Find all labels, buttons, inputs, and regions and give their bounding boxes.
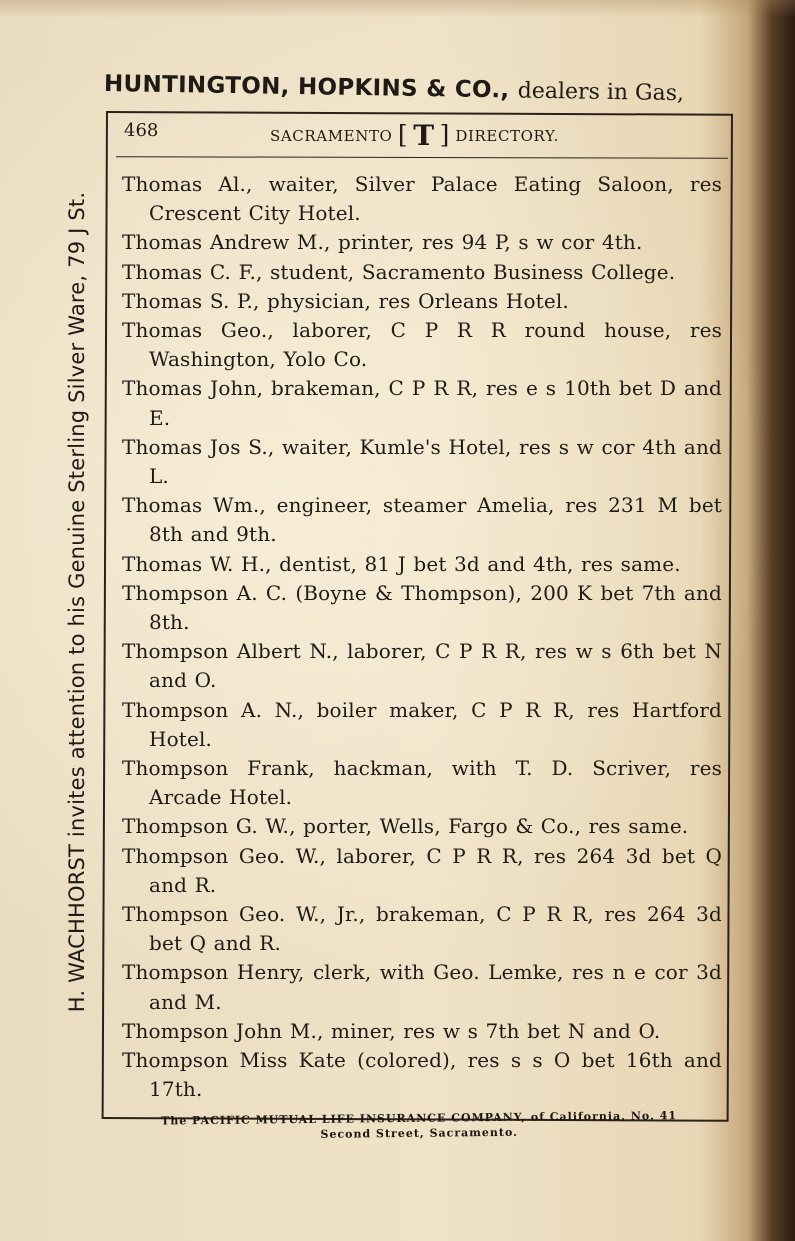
directory-entry: Thomas W. H., dentist, 81 J bet 3d and 4th, res same. <box>122 551 681 576</box>
directory-entry: Thompson John M., miner, res w s 7th bet N and O. <box>122 1018 661 1043</box>
top-advertisement-firm: HUNTINGTON, HOPKINS & CO., <box>103 71 510 104</box>
top-advertisement-trade: dealers in Gas, <box>517 78 685 107</box>
side-advertisement: H. WACHHORST invites attention to his Genuine Sterling Silver Ware, 79 J St. <box>65 191 89 1013</box>
running-head <box>106 116 733 154</box>
running-head-bracket-close: ] <box>439 120 450 149</box>
directory-entry: Thompson A. N., boiler maker, C P R R, res Hartford Hotel. <box>122 697 722 751</box>
running-head-city: SACRAMENTO <box>270 127 393 145</box>
top-advertisement <box>104 71 742 107</box>
directory-entry: Thompson A. C. (Boyne & Thompson), 200 K bet 7th and 8th. <box>122 580 722 635</box>
directory-entry: Thomas Jos S., waiter, Kumle's Hotel, res s w cor 4th and L. <box>122 434 722 489</box>
directory-entry: Thomas S. P., physician, res Orleans Hotel. <box>122 288 569 313</box>
running-head-title <box>270 119 559 152</box>
directory-entry: Thomas Andrew M., printer, res 94 P, s w cor 4th. <box>122 230 643 255</box>
running-head-letter: T <box>413 119 435 152</box>
directory-entry: Thompson Geo. W., laborer, C P R R, res 264 3d bet Q and R. <box>122 843 722 897</box>
directory-entry: Thomas Wm., engineer, steamer Amelia, res 231 M bet 8th and 9th. <box>122 493 722 547</box>
footer-advertisement <box>114 1109 724 1143</box>
footer-line-company: The PACIFIC MUTUAL LIFE INSURANCE COMPANY, of California, No. 41 <box>161 1109 678 1128</box>
directory-entry: Thomas John, brakeman, C P R R, res e s 10th bet D and E. <box>122 376 722 430</box>
directory-entries <box>122 170 722 1105</box>
footer-line-address: Second Street, Sacramento. <box>320 1125 518 1141</box>
page-number: 468 <box>124 120 159 141</box>
directory-entry: Thompson Miss Kate (colored), res s s O bet 16th and 17th. <box>122 1048 722 1102</box>
directory-entry: Thomas C. F., student, Sacramento Business College. <box>122 259 676 284</box>
directory-entry: Thompson Geo. W., Jr., brakeman, C P R R, res 264 3d bet Q and R. <box>122 902 722 956</box>
directory-entry: Thompson Albert N., laborer, C P R R, res w s 6th bet N and O. <box>122 639 722 693</box>
directory-entry: Thomas Al., waiter, Silver Palace Eating Saloon, res Crescent City Hotel. <box>122 172 722 226</box>
directory-entry: Thompson Frank, hackman, with T. D. Scriver, res Arcade Hotel. <box>122 756 722 810</box>
running-head-word: DIRECTORY. <box>455 127 559 145</box>
running-head-bracket-open: [ <box>397 120 409 149</box>
directory-entry: Thomas Geo., laborer, C P R R round house, res Washington, Yolo Co. <box>122 318 722 372</box>
directory-entry: Thompson G. W., porter, Wells, Fargo & Co., res same. <box>122 814 689 839</box>
directory-entry: Thompson Henry, clerk, with Geo. Lemke, res n e cor 3d and M. <box>122 960 722 1014</box>
